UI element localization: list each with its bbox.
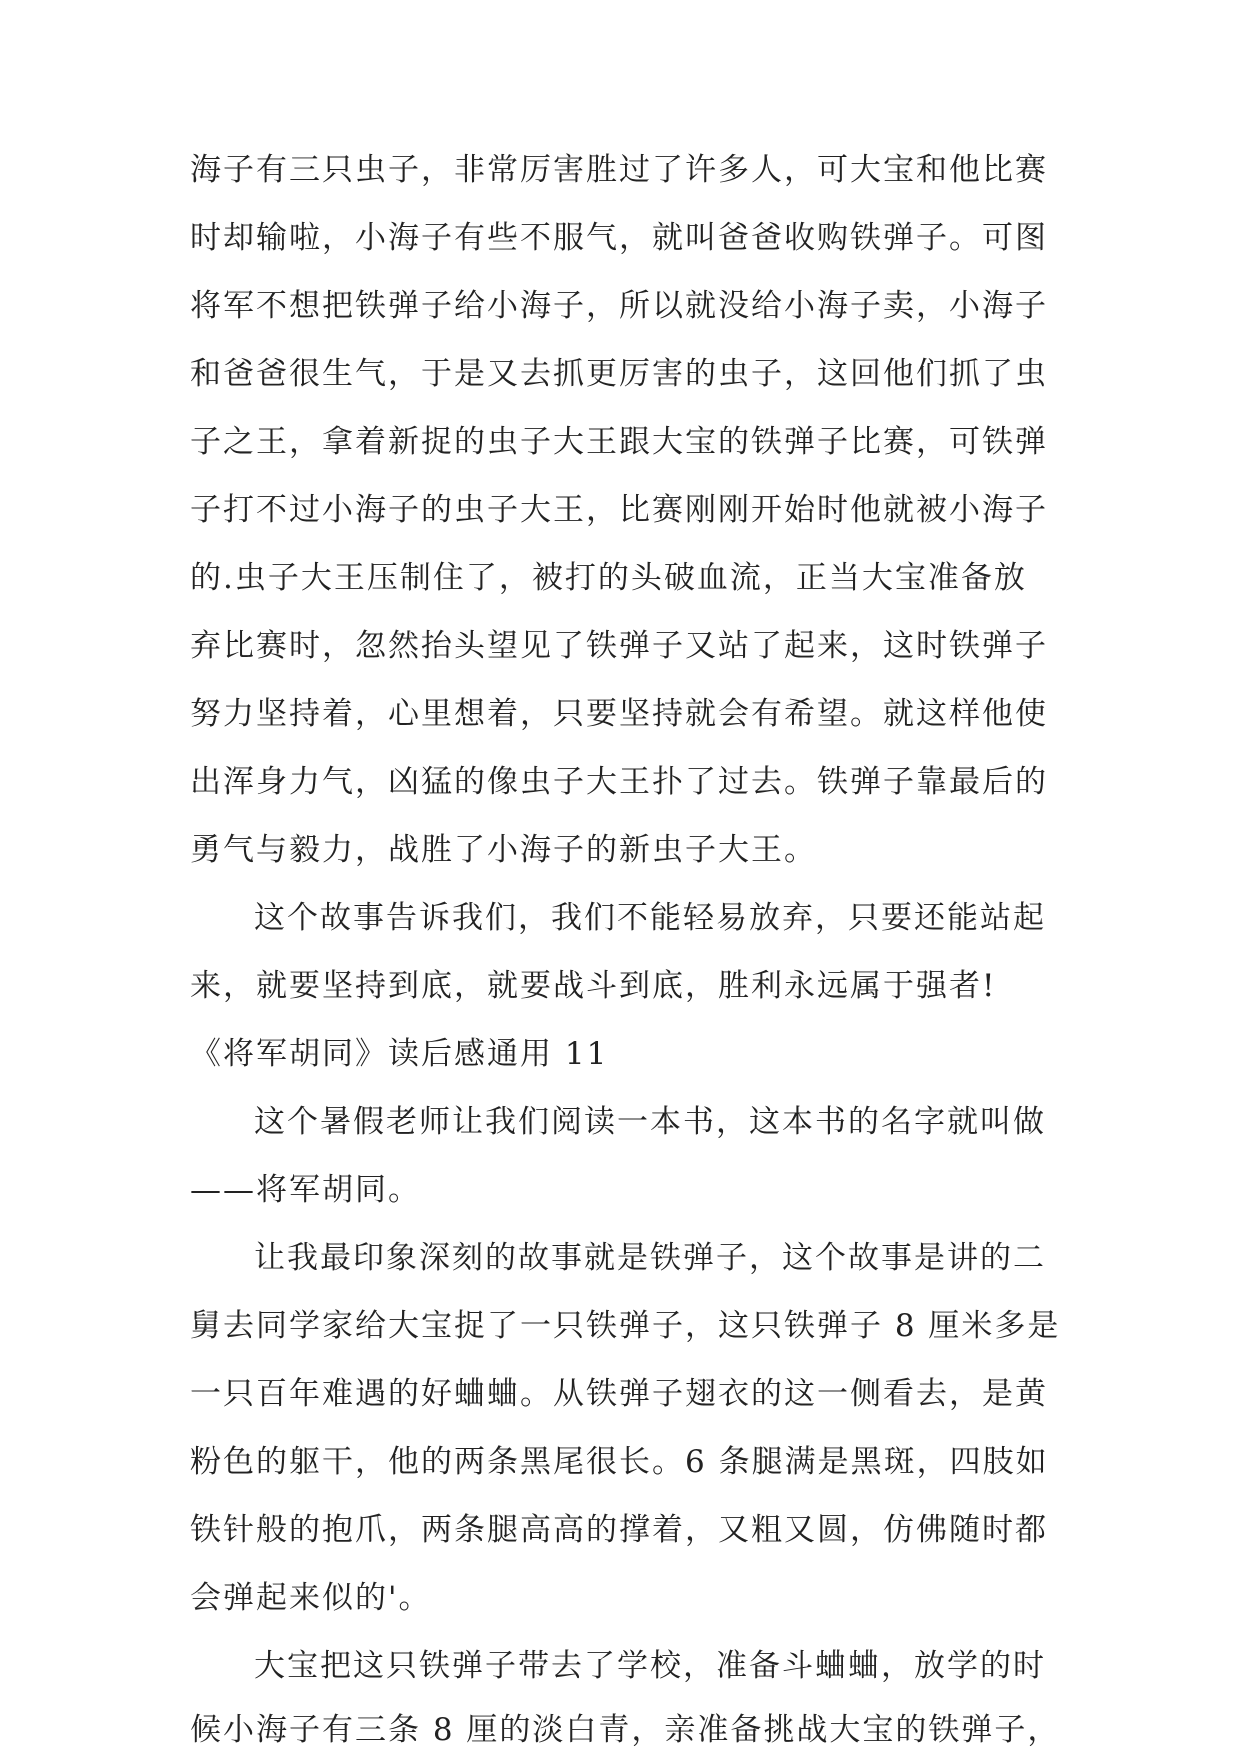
text-line: 海子有三只虫子，非常厉害胜过了许多人，可大宝和他比赛 <box>190 152 1048 188</box>
section-heading: 《将军胡同》读后感通用 11 <box>190 1036 609 1072</box>
text-line: 让我最印象深刻的故事就是铁弹子，这个故事是讲的二 <box>254 1240 1046 1276</box>
text-line: 大宝把这只铁弹子带去了学校，准备斗蛐蛐，放学的时 <box>254 1648 1046 1684</box>
text-line: 这个故事告诉我们，我们不能轻易放弃，只要还能站起 <box>254 900 1046 936</box>
text-line: 努力坚持着，心里想着，只要坚持就会有希望。就这样他使 <box>190 696 1048 732</box>
text-line: 粉色的躯干，他的两条黑尾很长。6 条腿满是黑斑，四肢如 <box>190 1444 1049 1480</box>
text-line: 舅去同学家给大宝捉了一只铁弹子，这只铁弹子 8 厘米多是 <box>190 1308 1061 1344</box>
text-line: 勇气与毅力，战胜了小海子的新虫子大王。 <box>190 832 817 868</box>
text-line: 时却输啦，小海子有些不服气，就叫爸爸收购铁弹子。可图 <box>190 220 1048 256</box>
text-line: 来，就要坚持到底，就要战斗到底，胜利永远属于强者! <box>190 968 997 1004</box>
text-line: 候小海子有三条 8 厘的淡白青，亲准备挑战大宝的铁弹子， <box>190 1712 1061 1748</box>
text-line: 会弹起来似的'。 <box>190 1580 432 1616</box>
text-line: ——将军胡同。 <box>190 1172 421 1208</box>
text-line: 的.虫子大王压制住了，被打的头破血流，正当大宝准备放 <box>190 560 1027 596</box>
text-line: 子打不过小海子的虫子大王，比赛刚刚开始时他就被小海子 <box>190 492 1048 528</box>
text-line: 子之王，拿着新捉的虫子大王跟大宝的铁弹子比赛，可铁弹 <box>190 424 1048 460</box>
text-line: 出浑身力气，凶猛的像虫子大王扑了过去。铁弹子靠最后的 <box>190 764 1048 800</box>
text-line: 和爸爸很生气，于是又去抓更厉害的虫子，这回他们抓了虫 <box>190 356 1048 392</box>
text-line: 这个暑假老师让我们阅读一本书，这本书的名字就叫做 <box>254 1104 1046 1140</box>
text-line: 将军不想把铁弹子给小海子，所以就没给小海子卖，小海子 <box>190 288 1048 324</box>
text-line: 弃比赛时，忽然抬头望见了铁弹子又站了起来，这时铁弹子 <box>190 628 1048 664</box>
text-line: 铁针般的抱爪，两条腿高高的撑着，又粗又圆，仿佛随时都 <box>190 1512 1048 1548</box>
text-line: 一只百年难遇的好蛐蛐。从铁弹子翅衣的这一侧看去，是黄 <box>190 1376 1048 1412</box>
